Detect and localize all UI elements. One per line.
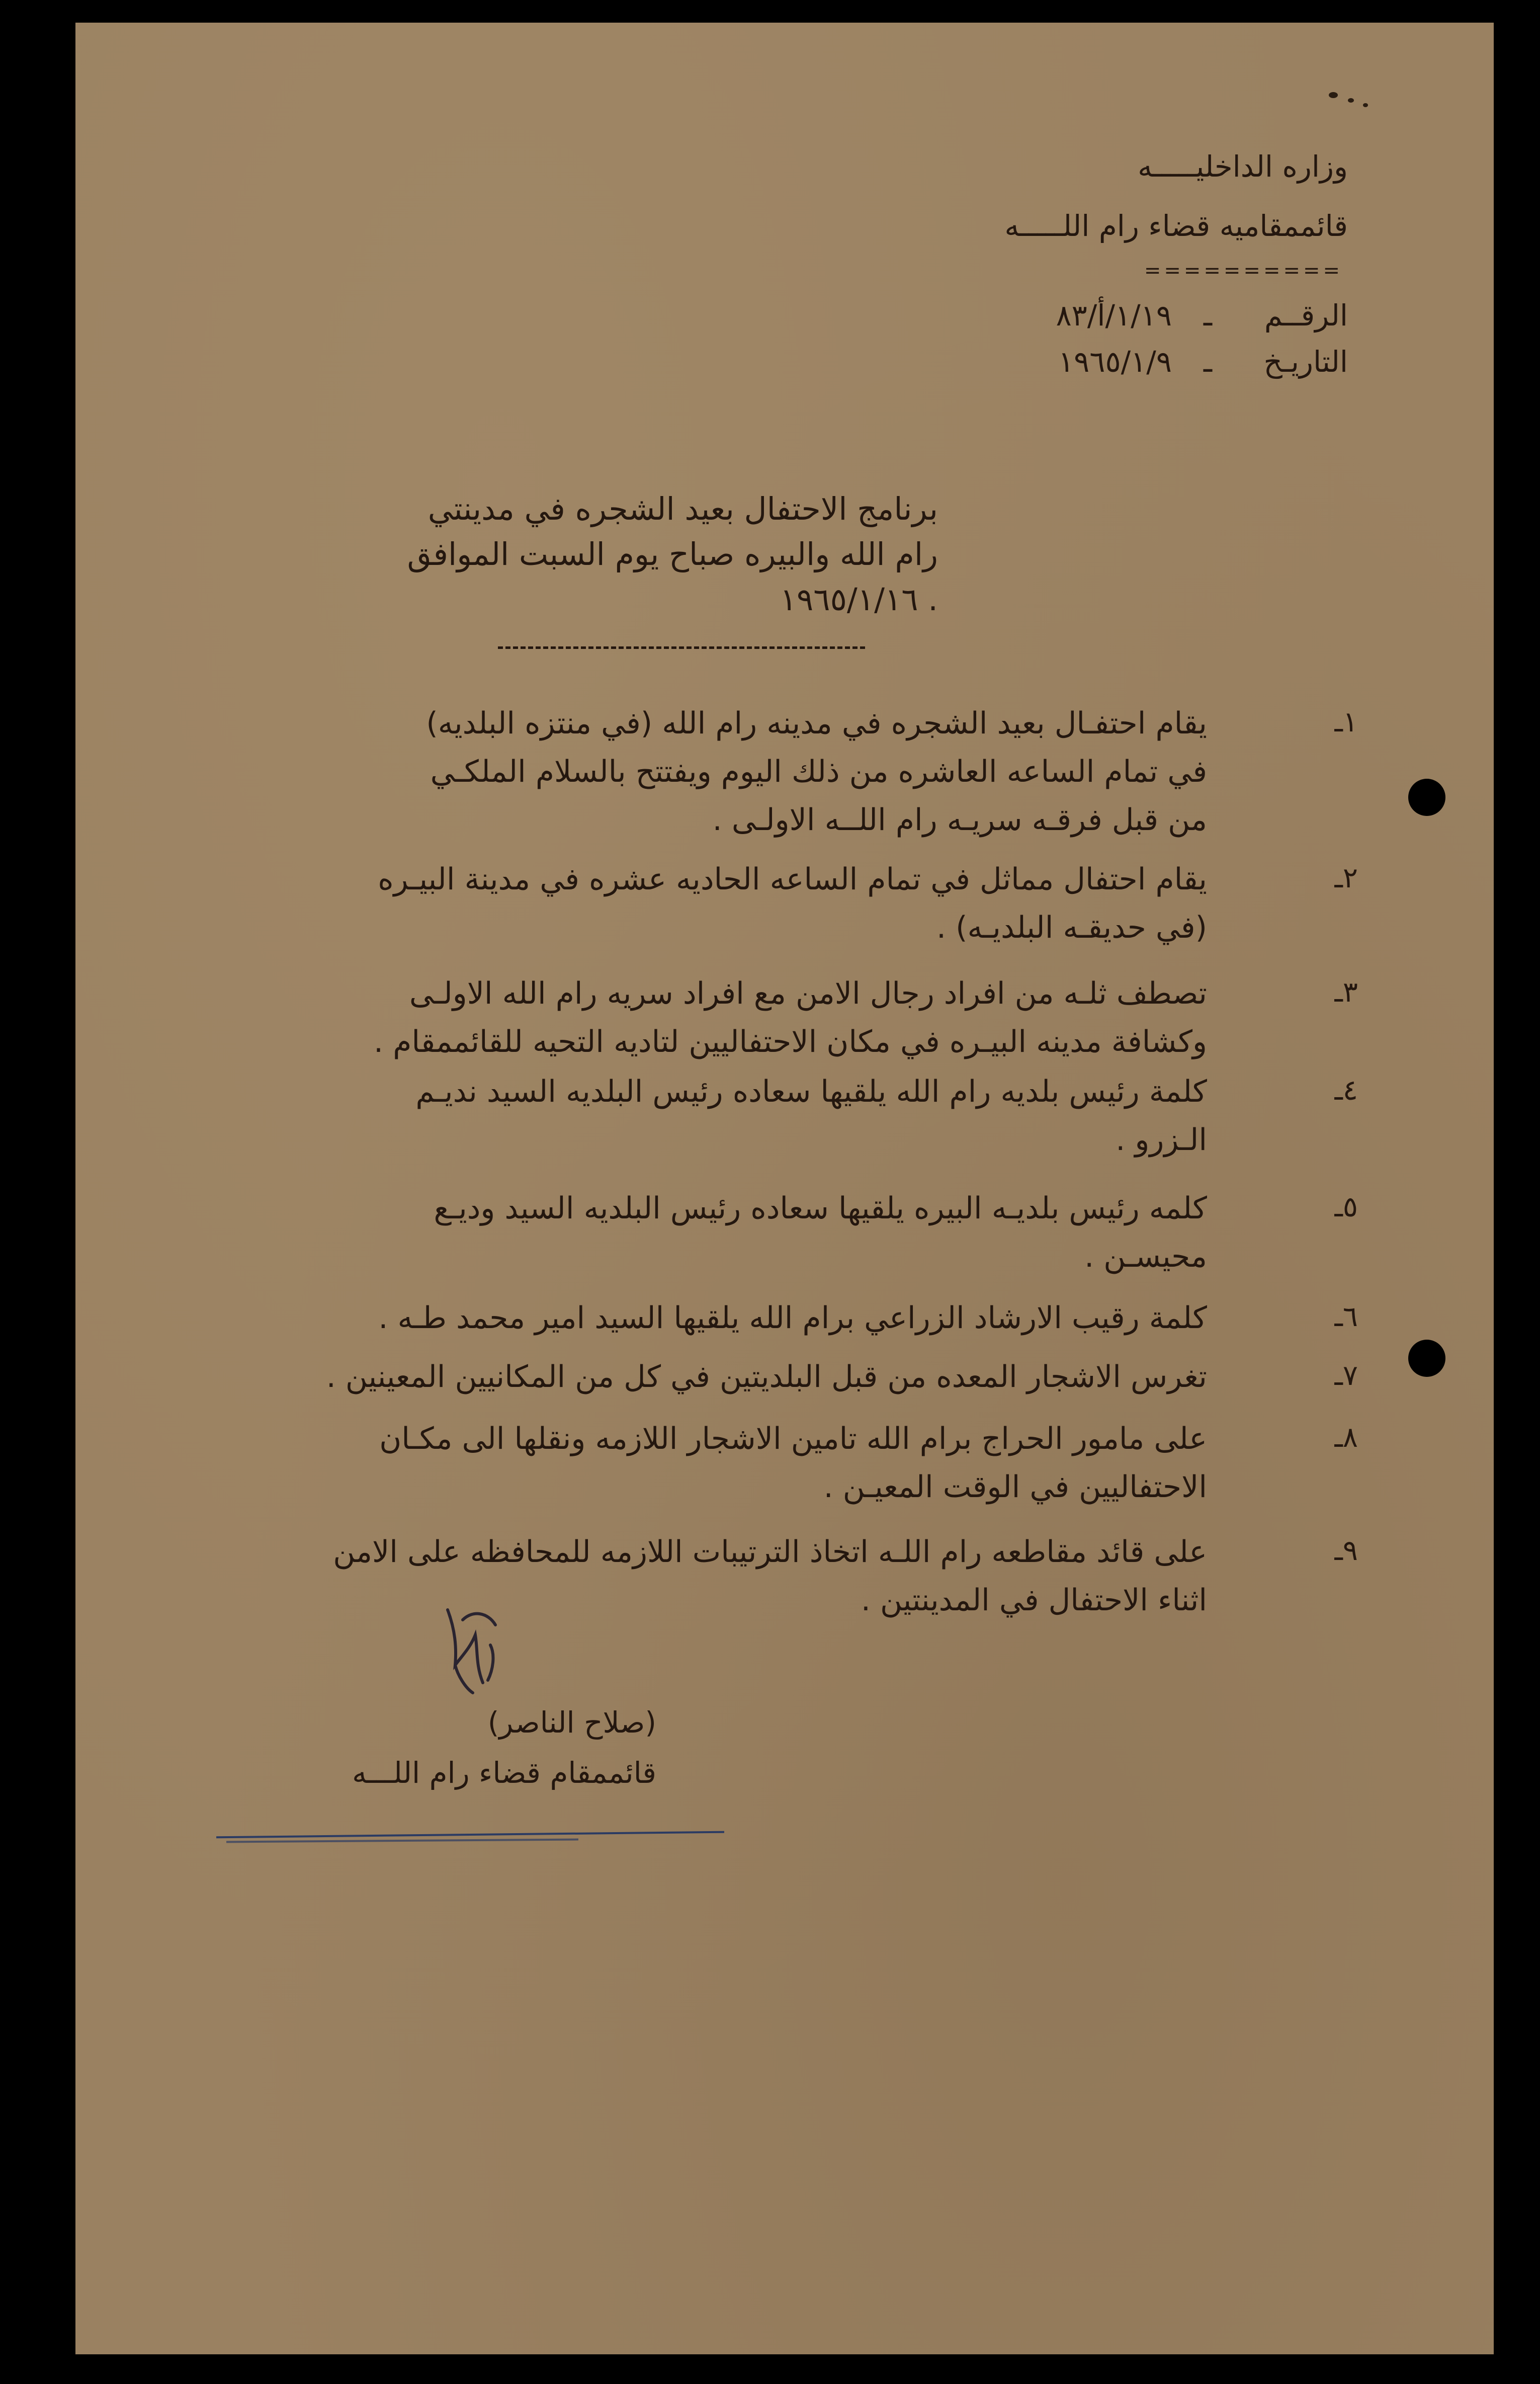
pen-underline bbox=[216, 1831, 724, 1839]
item-8-line-2: الاحتفاليين في الوقت المعيـن . bbox=[823, 1469, 1207, 1505]
title-underline bbox=[498, 646, 865, 649]
signatory-position: قائممقام قضاء رام اللـــه bbox=[352, 1756, 656, 1790]
item-2-line-2: (في حديقـه البلديـه) . bbox=[936, 910, 1207, 945]
item-1-line-1: يقام احتفـال بعيد الشجره في مدينه رام الله (في منتزه البلديه) bbox=[426, 706, 1207, 741]
item-3-number: ٣ـ bbox=[1334, 976, 1358, 1009]
punch-hole-lower bbox=[1408, 1340, 1445, 1377]
item-2-line-1: يقام احتفال مماثل في تمام الساعه الحاديه عشره في مدينة البيـره bbox=[378, 862, 1207, 897]
item-4-line-2: الـزرو . bbox=[1116, 1122, 1207, 1158]
reference-dash: ـ bbox=[1204, 298, 1212, 333]
date-label: التاريـخ bbox=[1263, 345, 1348, 379]
item-5-line-1: كلمه رئيس بلديـه البيره يلقيها سعاده رئيس البلديه السيد وديـع bbox=[434, 1191, 1207, 1226]
ink-speck bbox=[1363, 103, 1368, 107]
handwritten-signature bbox=[427, 1600, 523, 1700]
item-7-number: ٧ـ bbox=[1334, 1359, 1358, 1392]
punch-hole-upper bbox=[1408, 779, 1445, 816]
document-page bbox=[75, 23, 1494, 2354]
district-name: قائممقاميه قضاء رام اللـــــه bbox=[1004, 209, 1348, 243]
date-value: ١٩٦٥/١/٩ bbox=[1058, 345, 1172, 379]
item-6-line-1: كلمة رقيب الارشاد الزراعي برام الله يلقيها السيد امير محمد طـه . bbox=[378, 1300, 1207, 1336]
item-4-line-1: كلمة رئيس بلديه رام الله يلقيها سعاده رئيس البلديه السيد نديـم bbox=[415, 1074, 1207, 1109]
item-4-number: ٤ـ bbox=[1334, 1074, 1358, 1107]
document-title-line-1: برنامج الاحتفال بعيد الشجره في مدينتي bbox=[427, 490, 938, 527]
item-2-number: ٢ـ bbox=[1334, 862, 1358, 894]
reference-label: الرقــم bbox=[1264, 298, 1348, 333]
reference-number: ١/١٩/أ/٨٣ bbox=[1056, 298, 1172, 333]
document-title-line-2: رام الله والبيره صباح يوم السبت الموافق bbox=[407, 536, 938, 572]
item-9-line-2: اثناء الاحتفال في المدينتين . bbox=[861, 1583, 1207, 1618]
ministry-name: وزاره الداخليـــــه bbox=[1138, 149, 1348, 184]
item-8-line-1: على مامور الحراج برام الله تامين الاشجار اللازمه ونقلها الى مكـان bbox=[379, 1421, 1207, 1456]
item-7-line-1: تغرس الاشجار المعده من قبل البلديتين في كل من المكانيين المعينين . bbox=[326, 1359, 1207, 1394]
item-1-number: ١ـ bbox=[1334, 706, 1358, 738]
header-separator: ========== bbox=[1144, 259, 1343, 282]
ink-speck bbox=[1348, 98, 1354, 103]
item-6-number: ٦ـ bbox=[1334, 1300, 1358, 1333]
pen-underline-stroke bbox=[226, 1839, 578, 1843]
item-5-line-2: محيسـن . bbox=[1084, 1239, 1207, 1274]
signatory-name: (صلاح الناصر) bbox=[487, 1705, 656, 1740]
item-8-number: ٨ـ bbox=[1334, 1421, 1358, 1454]
item-3-line-1: تصطف ثلـه من افراد رجال الامن مع افراد سريه رام الله الاولـى bbox=[409, 976, 1207, 1011]
item-1-line-2: في تمام الساعه العاشره من ذلك اليوم ويفتتح بالسلام الملكـي bbox=[430, 754, 1207, 789]
ink-speck bbox=[1329, 92, 1338, 98]
document-title-line-3: ١٩٦٥/١/١٦ . bbox=[780, 581, 938, 618]
item-9-number: ٩ـ bbox=[1334, 1534, 1358, 1567]
item-3-line-2: وكشافة مدينه البيـره في مكان الاحتفاليين لتاديه التحيه للقائممقام . bbox=[374, 1024, 1207, 1059]
item-9-line-1: على قائد مقاطعه رام اللـه اتخاذ الترتيبات اللازمه للمحافظه على الامن bbox=[333, 1534, 1207, 1570]
item-5-number: ٥ـ bbox=[1334, 1191, 1358, 1223]
date-dash: ـ bbox=[1204, 345, 1212, 379]
item-1-line-3: من قبل فرقـه سريـه رام اللــه الاولـى . bbox=[712, 802, 1207, 838]
